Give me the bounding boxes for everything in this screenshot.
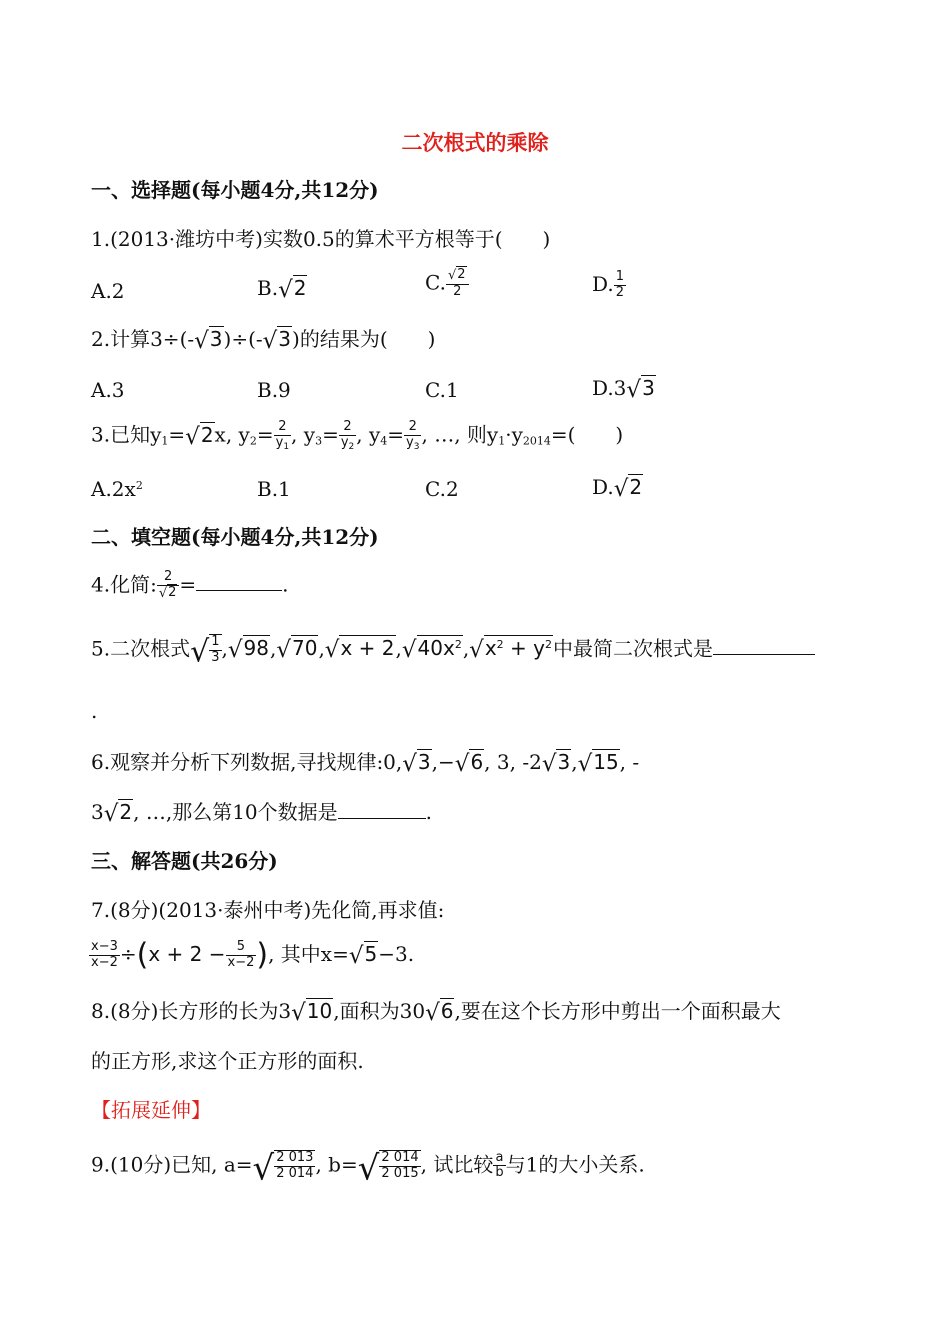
q2-option-c: C.1 bbox=[425, 378, 459, 402]
numerator: 2 bbox=[157, 570, 180, 586]
numerator: 2 bbox=[339, 420, 356, 436]
radicand: 5 bbox=[364, 941, 378, 966]
radicand: 15 bbox=[593, 750, 619, 774]
fraction bbox=[274, 420, 291, 452]
fraction bbox=[339, 420, 356, 452]
radicand: 2 bbox=[119, 800, 133, 824]
page-title: 二次根式的乘除 bbox=[401, 130, 549, 155]
q5-t1: 5.二次根式 bbox=[91, 636, 191, 661]
q1-option-b bbox=[257, 278, 307, 302]
radicand: 2 bbox=[457, 267, 466, 282]
numerator: 1 bbox=[211, 634, 220, 649]
q1-b-label: B. bbox=[257, 276, 279, 300]
q9-t2: , b= bbox=[315, 1152, 358, 1177]
sqrt-icon: √2 bbox=[185, 422, 214, 450]
q3-t1: 3.已知y bbox=[91, 422, 162, 447]
question-2 bbox=[91, 329, 435, 353]
q4-t3: . bbox=[282, 572, 289, 597]
q2-option-d bbox=[592, 378, 656, 402]
numerator: 2 bbox=[404, 420, 421, 436]
section-3-heading: 三、解答题(共26分) bbox=[91, 849, 278, 873]
question-7-expression bbox=[89, 937, 415, 973]
answer-blank[interactable] bbox=[338, 816, 426, 819]
question-6-line-2 bbox=[91, 802, 432, 826]
q8-t2: ,面积为30 bbox=[333, 999, 426, 1023]
q3-option-d bbox=[592, 477, 643, 501]
sqrt-icon: √ $\frac{2 014}{2 015}$ bbox=[357, 1148, 419, 1189]
radicand: 2 bbox=[168, 584, 177, 600]
q2-option-b: B.9 bbox=[257, 378, 291, 402]
sqrt-icon: √ $\frac{2 013}{2 014}$ bbox=[252, 1148, 314, 1189]
radicand: x bbox=[484, 636, 497, 661]
sqrt-icon: √3 bbox=[194, 327, 223, 354]
numerator: a bbox=[493, 1151, 505, 1167]
subscript: 1 bbox=[283, 441, 290, 452]
superscript: 2 bbox=[544, 638, 552, 652]
q3-a-label: A.2x bbox=[91, 477, 136, 501]
q2-text-1: 2.计算3÷(- bbox=[91, 327, 195, 351]
sqrt-icon: √70 bbox=[276, 636, 318, 664]
sqrt-icon: $√40x^2$ bbox=[401, 636, 462, 664]
q2-option-a: A.3 bbox=[91, 378, 125, 402]
q9-t1: 9.(10分)已知, a= bbox=[91, 1152, 253, 1177]
fraction bbox=[404, 420, 421, 452]
q9-t4: 与1的大小关系. bbox=[505, 1152, 645, 1177]
q3-t11: =( ) bbox=[550, 422, 624, 447]
sqrt-icon: $√x^2 + y^2$ bbox=[469, 636, 552, 664]
sqrt-icon: √15 bbox=[577, 750, 619, 777]
fraction bbox=[89, 940, 120, 971]
q6-t5: , - bbox=[619, 750, 640, 774]
q6-t3: , 3, -2 bbox=[484, 750, 542, 774]
radicand: 40x bbox=[417, 636, 455, 661]
question-4 bbox=[91, 570, 289, 602]
q6-t4: , bbox=[571, 750, 578, 774]
numerator: 2 014 bbox=[381, 1150, 419, 1165]
denominator: y bbox=[406, 434, 414, 450]
q1-option-c bbox=[425, 268, 469, 300]
sqrt-icon: √5 bbox=[348, 941, 378, 969]
q7-t3: −3. bbox=[378, 941, 415, 966]
q7-t2: , 其中x= bbox=[268, 941, 349, 966]
sqrt-icon: √3 bbox=[541, 750, 571, 777]
q6-t1: 6.观察并分析下列数据,寻找规律:0, bbox=[91, 750, 403, 774]
subscript: 4 bbox=[380, 434, 388, 448]
question-8-line-2: 的正方形,求这个正方形的面积. bbox=[91, 1049, 364, 1073]
q3-t6: = bbox=[322, 422, 339, 447]
q3-t9: , …, 则y bbox=[421, 422, 499, 447]
superscript: 2 bbox=[454, 638, 462, 652]
q1-d-label: D. bbox=[592, 271, 614, 296]
denominator: 2 bbox=[615, 284, 624, 300]
subscript: 2 bbox=[348, 441, 355, 452]
q3-option-b: B.1 bbox=[257, 477, 291, 501]
sqrt-icon: √3 bbox=[402, 750, 431, 777]
denominator: 2 014 bbox=[276, 1165, 314, 1181]
subscript: 3 bbox=[315, 434, 323, 448]
q3-t7: , y bbox=[356, 422, 381, 447]
subscript: 3 bbox=[413, 441, 420, 452]
subscript: 2014 bbox=[522, 434, 551, 448]
denominator: 3 bbox=[211, 649, 220, 665]
q1-c-label: C. bbox=[425, 270, 446, 295]
denominator: b bbox=[495, 1165, 504, 1181]
superscript: 2 bbox=[496, 638, 504, 652]
q1-option-a: A.2 bbox=[91, 279, 125, 303]
numerator: 1 bbox=[615, 269, 624, 284]
radicand: x + 2 bbox=[340, 636, 395, 661]
fraction: $\frac{√2}{2}$ bbox=[446, 268, 469, 300]
q6-t8: . bbox=[425, 800, 433, 824]
q3-t3: x, y bbox=[214, 422, 250, 447]
radicand: 2 bbox=[293, 276, 307, 300]
q3-d-label: D. bbox=[592, 475, 614, 499]
q7-expr: x + 2 − bbox=[148, 941, 226, 966]
q3-t10: ·y bbox=[505, 422, 523, 447]
sqrt-icon: √x + 2 bbox=[324, 636, 395, 664]
right-paren: ) bbox=[256, 937, 269, 973]
answer-blank[interactable] bbox=[713, 652, 815, 655]
q3-t5: , y bbox=[291, 422, 316, 447]
extension-heading: 【拓展延伸】 bbox=[91, 1098, 211, 1122]
question-1: 1.(2013·潍坊中考)实数0.5的算术平方根等于( ) bbox=[91, 227, 551, 251]
sqrt-icon: √2 bbox=[103, 800, 133, 827]
sqrt-icon: √3 bbox=[262, 327, 292, 354]
numerator: 5 bbox=[226, 940, 257, 956]
radicand: 2 bbox=[200, 422, 214, 447]
q7-t1: ÷ bbox=[119, 941, 137, 966]
q5-t2: 中最简二次根式是 bbox=[552, 636, 713, 661]
q6-t6: 3 bbox=[91, 800, 104, 824]
numerator: 2 bbox=[274, 420, 291, 436]
radicand-2: + y bbox=[503, 636, 545, 661]
q6-t7: , …,那么第10个数据是 bbox=[133, 800, 338, 824]
sqrt-icon: √2 bbox=[278, 276, 307, 303]
question-7: 7.(8分)(2013·泰州中考)先化简,再求值: bbox=[91, 898, 445, 922]
denominator: 2 015 bbox=[381, 1165, 419, 1181]
q3-t4: = bbox=[256, 422, 274, 447]
q2-d-label: D.3 bbox=[592, 376, 627, 400]
sqrt-icon: √10 bbox=[291, 999, 333, 1026]
superscript: 2 bbox=[135, 479, 143, 492]
radicand: 6 bbox=[440, 999, 454, 1023]
denominator: y bbox=[340, 434, 349, 450]
subscript: 2 bbox=[249, 434, 257, 448]
subscript: 1 bbox=[161, 434, 169, 448]
radicand: 3 bbox=[209, 327, 223, 351]
radicand: 3 bbox=[417, 750, 431, 774]
question-5: 5.二次根式√ $\frac{1}{3}$ $,√98,√70,√x + 2,√40x^2,√x^2 + y^2$中最简二次根式是 bbox=[91, 634, 815, 667]
radicand: 70 bbox=[291, 636, 318, 661]
sqrt-icon: √98 bbox=[227, 636, 269, 664]
q3-t2: = bbox=[168, 422, 186, 447]
q9-t3: , 试比较 bbox=[420, 1152, 494, 1177]
q3-option-a bbox=[91, 479, 143, 499]
denominator: x−2 bbox=[91, 954, 118, 970]
section-2-heading: 二、填空题(每小题4分,共12分) bbox=[91, 525, 379, 549]
question-9 bbox=[91, 1148, 645, 1189]
sqrt-icon: √3 bbox=[626, 376, 655, 403]
radicand: 6 bbox=[470, 750, 484, 774]
radicand: 3 bbox=[557, 750, 571, 774]
q4-t1: 4.化简: bbox=[91, 572, 157, 597]
numerator: 2 013 bbox=[276, 1150, 314, 1165]
radicand: 98 bbox=[243, 636, 269, 661]
radicand: 2 bbox=[629, 475, 643, 499]
denominator: 2 bbox=[453, 283, 462, 299]
numerator: x−3 bbox=[91, 939, 118, 954]
radicand: 10 bbox=[306, 999, 333, 1023]
q8-t3: ,要在这个长方形中剪出一个面积最大 bbox=[454, 999, 781, 1023]
radicand: 3 bbox=[642, 376, 655, 400]
fraction bbox=[493, 1151, 505, 1182]
q8-t1: 8.(8分)长方形的长为3 bbox=[91, 999, 292, 1023]
fraction: $\frac{2}{√2}$ bbox=[157, 570, 180, 602]
question-6 bbox=[91, 752, 639, 776]
denominator: x−2 bbox=[227, 954, 255, 970]
sqrt-icon: √ $\frac{1}{3}$ bbox=[190, 634, 220, 670]
left-paren: ( bbox=[136, 937, 149, 973]
q1-option-d bbox=[592, 270, 626, 301]
q4-t2: = bbox=[179, 572, 197, 597]
q2-text-2: )÷(- bbox=[223, 327, 263, 351]
fraction bbox=[614, 270, 626, 301]
q5-period: . bbox=[91, 699, 98, 723]
q6-t2: ,− bbox=[431, 750, 455, 774]
q3-t8: = bbox=[387, 422, 405, 447]
sqrt-icon: √2 bbox=[613, 475, 643, 502]
question-8 bbox=[91, 1001, 781, 1025]
radicand: 3 bbox=[278, 327, 292, 351]
sqrt-icon: √6 bbox=[454, 750, 484, 777]
q3-option-c: C.2 bbox=[425, 477, 459, 501]
fraction bbox=[226, 940, 257, 971]
q2-text-3: )的结果为( ) bbox=[292, 327, 436, 351]
subscript: 1 bbox=[498, 434, 506, 448]
denominator: y bbox=[275, 434, 284, 450]
section-1-heading: 一、选择题(每小题4分,共12分) bbox=[91, 178, 379, 202]
answer-blank[interactable] bbox=[196, 588, 282, 591]
question-3 bbox=[91, 420, 623, 452]
sqrt-icon: √6 bbox=[425, 999, 454, 1026]
